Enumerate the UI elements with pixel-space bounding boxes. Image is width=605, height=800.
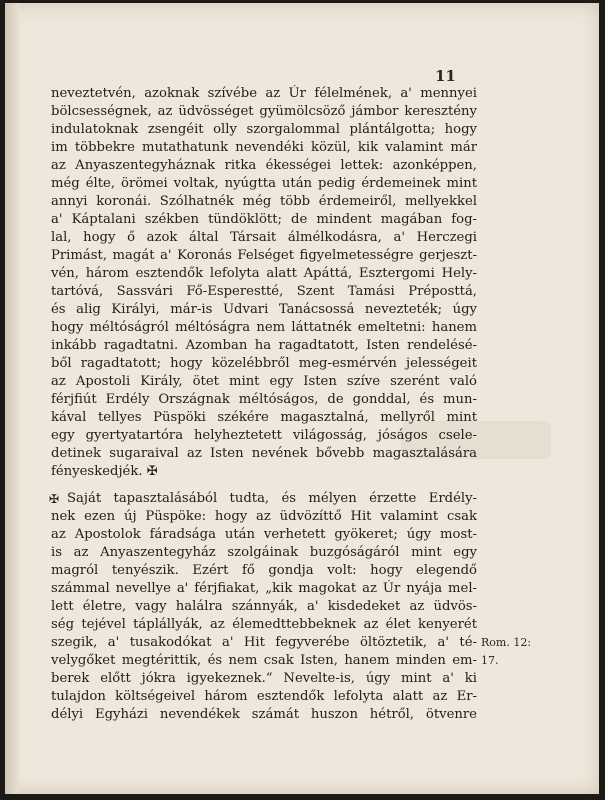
text-line: egy gyertyatartóra helyheztetett világosság, jóságos csele-	[51, 428, 477, 443]
text-line: az Apostoli Király, ötet mint egy Isten szíve szerént való	[51, 374, 477, 389]
text-line: magról tenyészik. Ezért fő gondja volt: hogy elegendő	[51, 563, 477, 578]
text-line: lal, hogy ő azok által Társait álmélkodásra, a' Herczegi	[51, 230, 477, 245]
text-line: férjfiút Erdély Országnak méltóságos, de gonddal, és mun-	[51, 392, 477, 407]
page-number: 11	[435, 67, 456, 85]
text-line: lett életre, vagy halálra szánnyák, a' kisdedeket az üdvös-	[51, 599, 477, 614]
text-line: kával tellyes Püspöki székére magasztalná, mellyről mint	[51, 410, 477, 425]
text-line: még élte, örömei voltak, nyúgtta után pedig érdemeinek mint	[51, 176, 477, 191]
text-line: tulajdon költségeivel három esztendők lefolyta alatt az Er-	[51, 689, 477, 704]
text-line: szegik, a' tusakodókat a' Hit fegyverébe öltöztetik, a' té-	[51, 635, 477, 650]
text-line: bölcsességnek, az üdvösséget gyümölcsöző jámbor keresztény	[51, 104, 477, 119]
text-line: im többekre mutathatunk nevendéki közül, kik valamint már	[51, 140, 477, 155]
text-line: számmal nevellye a' férjfiakat, „kik magokat az Úr nyája mel-	[51, 581, 477, 596]
text-line: inkább ragadtatni. Azomban ha ragadtatott, Isten rendelésé-	[51, 338, 477, 353]
text-line: annyi koronái. Szólhatnék még több érdemeiről, mellyekkel	[51, 194, 477, 209]
book-page	[5, 3, 599, 794]
text-line: Saját tapasztalásából tudta, és mélyen érzette Erdély-	[67, 491, 477, 506]
text-line: és alig Királyi, már-is Udvari Tanácsossá nevezteték; úgy	[51, 302, 477, 317]
text-line: is az Anyaszentegyház szolgáinak buzgóságáról mint egy	[51, 545, 477, 560]
text-line: neveztetvén, azoknak szívébe az Úr félelmének, a' mennyei	[51, 86, 477, 101]
text-line: ből ragadtatott; hogy közelébbről meg-esmérvén jelességeit	[51, 356, 477, 371]
text-line: indulatoknak zsengéit olly szorgalommal plántálgotta; hogy	[51, 122, 477, 137]
margin-reference: Rom. 12:	[481, 636, 532, 649]
text-line: Primást, magát a' Koronás Felséget figyelmetességre gerjeszt-	[51, 248, 477, 263]
text-line: hogy méltóságról méltóságra nem láttatnék emeltetni: hanem	[51, 320, 477, 335]
text-line: detinek sugaraival az Isten nevének bővebb magasztalására	[51, 446, 477, 461]
page-gutter	[5, 3, 19, 794]
text-line: nek ezen új Püspöke: hogy az üdvözíttő Hit valamint csak	[51, 509, 477, 524]
text-line-last: fényeskedjék. ✠	[51, 464, 158, 479]
text-line: tartóvá, Sassvári Fő-Esperestté, Szent Tamási Préposttá,	[51, 284, 477, 299]
margin-reference: 17.	[481, 654, 499, 667]
text-line: délyi Egyházi nevendékek számát huszon hétről, ötvenre	[51, 707, 477, 722]
text-line: az Anyaszentegyháznak ritka ékességei lettek: azonképpen,	[51, 158, 477, 173]
text-line: vén, három esztendők lefolyta alatt Apáttá, Esztergomi Hely-	[51, 266, 477, 281]
text-line: velygőket megtérittik, és nem csak Isten, hanem minden em-	[51, 653, 477, 668]
text-line: berek előtt jókra igyekeznek.“ Nevelte-is, úgy mint a' ki	[51, 671, 477, 686]
text-line: a' Káptalani székben tündöklött; de mindent magában fog-	[51, 212, 477, 227]
paragraph-marker: ✠	[49, 492, 60, 506]
text-line: ség tejével táplállyák, az élemedttebbeknek az élet kenyerét	[51, 617, 477, 632]
text-line: az Apostolok fáradsága után verhetett gyökeret; úgy most-	[51, 527, 477, 542]
